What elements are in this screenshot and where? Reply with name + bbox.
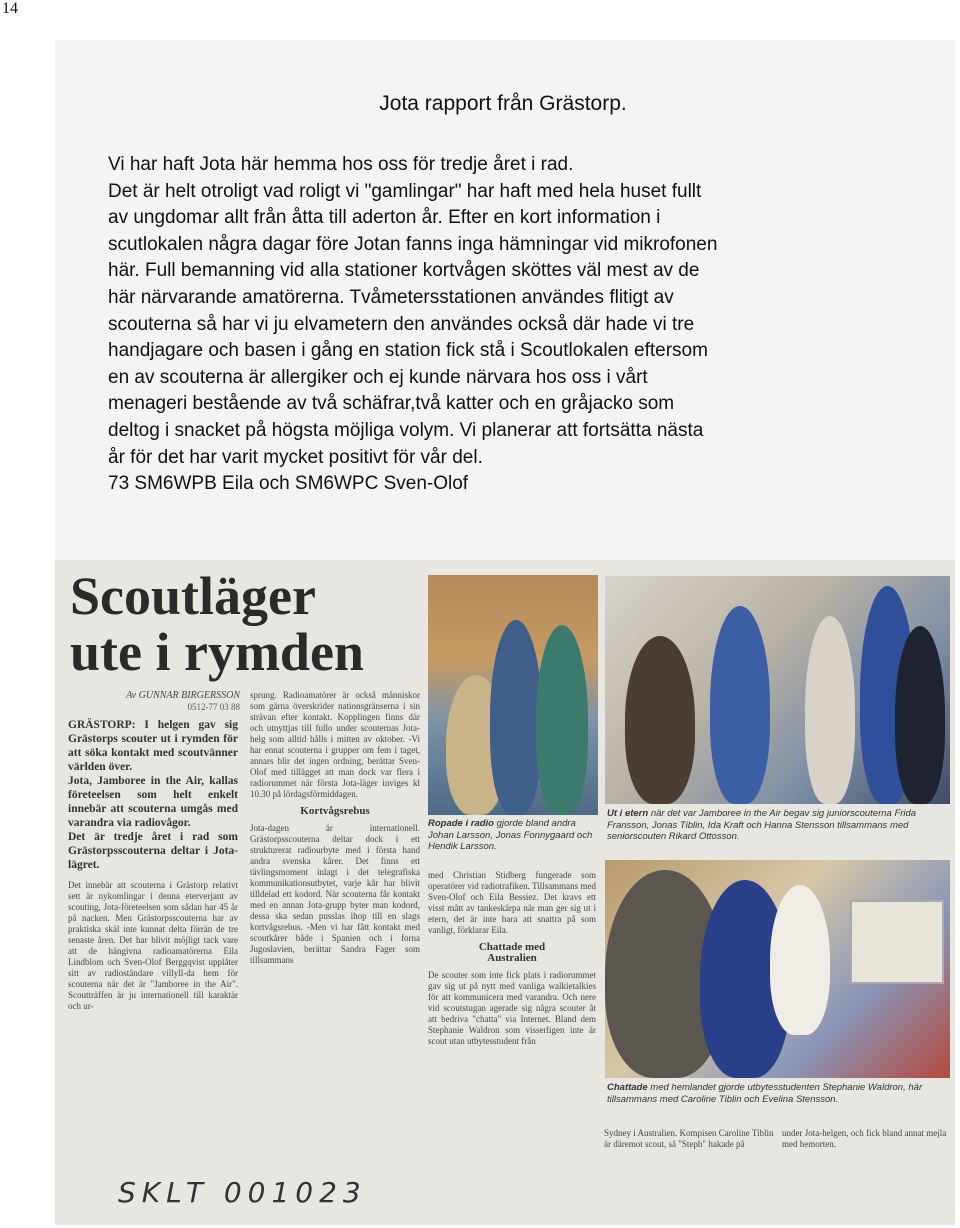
article-foot: under Jota-helgen, och fick bland annat mejla med hemorten.	[782, 1128, 947, 1149]
caption-lead: Ropade i radio	[428, 818, 494, 829]
photo-radio-boys	[428, 575, 598, 815]
report-line: här. Full bemanning vid alla stationer kortvågen sköttes väl mest av de	[108, 260, 700, 282]
person-figure	[625, 636, 695, 804]
report-line: menageri bestående av två schäfrar,två katter och en gråjacko som	[108, 393, 675, 415]
handwritten-note: SKLT 001023	[118, 1176, 367, 1209]
caption-text: gjorde bland andra Johan Larsson, Jonas Fonnygaard och Hendik Larsson.	[428, 818, 593, 852]
person-figure	[490, 620, 542, 815]
report-line: deltog i snacket på högsta möjliga volym. Vi planerar att fortsätta nästa	[108, 419, 704, 441]
report-signature: 73 SM6WPB Eila och SM6WPC Sven-Olof	[108, 473, 469, 495]
jota-report	[108, 92, 888, 498]
article-body: De scouter som inte fick plats i radiorummet gav sig ut på nytt med vanliga walkietalkies för att kommunicera med varandra. Och nere vid scoutstugan agerade sig några scouter åt att bedriva "chatta" via Internet. Bland dem Stephanie Waldron som visserligen inte är scout utan utbytesstudent från	[428, 970, 596, 1046]
computer-monitor	[850, 900, 944, 984]
person-figure	[710, 606, 770, 804]
photo-chatting	[605, 860, 950, 1078]
article-lede-2: Jota, Jamboree in the Air, kallas företeelsen som helt enkelt innebär att scouterna umgås med varandra via radiovågor.	[68, 775, 238, 829]
article-subhead	[428, 942, 596, 964]
report-line: handjagare och basen i gång en station fick stå i Scoutlokalen eftersom	[108, 340, 708, 362]
photo-caption	[607, 1082, 947, 1105]
article-column-2	[250, 690, 420, 966]
article-body: sprung. Radioamatörer är också människor som gärna överskrider nationsgränserna i sin strävan efter kontakt. Kopplingen finns där och utnyttjas till fullo under scouternas Jota-helg som alltid hålls i mitten av oktober. -Vi har ennat scouterna i grupper om fem i taget, annars blir det ingen ordning, berättar Sven-Olof med tillägget att man dock var flera i radiorummet när första Jota-läger inviges kl 10.30 på lördagsförmiddagen.	[250, 690, 420, 799]
caption-text: med hemlandet gjorde utbytesstudenten Stephanie Waldron, här tillsammans med Caroline Tiblin och Evelina Stensson.	[607, 1082, 923, 1105]
clipping-headline	[70, 568, 420, 680]
article-body: Jota-dagen är internationell. Grästorpsscouterna deltar dock i ett strukturerat radiourbyte med i första hand andra svenska kårer. Det finns ett tävlingsmoment inlagt i det telegrafiska kommunikationsutbytet, varje kår har blivit tilldelad ett kodord. När scouterna får kontakt med en annan Jota-grupp byter man kodord, dessa ska sedan pusslas ihop till en slags kortvågsrebus. -Men vi har fått kontakt med scoutkårer både i Spanien och i forna Jugoslavien, berättar Sandra Fager som tillsammans	[250, 823, 420, 965]
photo-caption	[607, 808, 947, 843]
person-figure	[805, 616, 855, 804]
caption-lead: Ut i etern	[607, 808, 649, 819]
headline-line-1: Scoutläger	[70, 566, 316, 626]
report-line: Det är helt otroligt vad roligt vi "gamlingar" har haft med hela huset fullt	[108, 180, 702, 202]
person-figure	[770, 885, 830, 1035]
person-figure	[536, 625, 588, 815]
byline: Av GUNNAR BIRGERSSON	[126, 690, 240, 701]
caption-lead: Chattade	[607, 1082, 648, 1093]
byline-phone: 0512-77 03 88	[187, 702, 240, 712]
headline-line-2: ute i rymden	[70, 622, 364, 682]
article-body: Det innebär att scouterna i Grästorp relativt sett är nykomlingar i denna eterverjant av scouting, Jota-företeelsen som sådan har 45 år på nacken. Men Grästorpsscouterna har av praktiska skäl inte kunnat delta förrän de tre senaste åren. Det har blivit möjligt tack vare att de hängivna radioamatörerna Eila Lindblom och Sven-Olof Berggqvist upplåter sitt av radioständare villyll-da hem för scouterna när det är "Jamboree in the Air". Scoutträffen är ju internationell till karaktär och ur-	[68, 880, 238, 1011]
article-lede: GRÄSTORP: I helgen gav sig Grästorps scouter ut i rymden för att söka kontakt med scoutvänner världen över.	[68, 719, 238, 773]
report-line: scouterna så har vi ju elvametern den användes också där hade vi tre	[108, 313, 695, 335]
article-column-3	[428, 870, 596, 1047]
person-figure	[895, 626, 945, 804]
page-number: 14	[2, 0, 18, 17]
photo-juniors-in-ether	[605, 576, 950, 804]
report-line: år för det har varit mycket positivt för vår del.	[108, 446, 483, 468]
photo-caption	[428, 818, 598, 853]
report-line: scutlokalen några dagar före Jotan fanns inga hämningar vid mikrofonen	[108, 233, 718, 255]
article-column-1	[68, 718, 238, 1012]
caption-text: när det var Jamboree in the Air begav sig juniorscouterna Frida Fransson, Jonas Tiblin, Ida Kraft och Hanna Stensson tillsammans med seniorscouten Rikard Ottosson.	[607, 808, 917, 842]
report-line: en av scouterna är allergiker och ej kunde närvara hos oss i vårt	[108, 366, 648, 388]
article-foot: Sydney i Australien. Kompisen Caroline Tiblin är däremot scout, så "Steph" hakade på	[604, 1128, 774, 1149]
subhead-line-2: Australien	[487, 952, 537, 964]
article-lede-3: Det är tredje året i rad som Grästorpsscouterna deltar i Jota-lägret.	[68, 831, 238, 871]
article-subhead: Kortvågsrebus	[300, 805, 370, 817]
report-title: Jota rapport från Grästorp.	[379, 92, 627, 115]
subhead-line-1: Chattade med	[478, 941, 546, 953]
report-line: av ungdomar allt från åtta till aderton år. Efter en kort information i	[108, 207, 661, 229]
report-line: Vi har haft Jota här hemma hos oss för tredje året i rad.	[108, 154, 574, 175]
article-body: med Christian Stidberg fungerade som operatörer vid radiotrafiken. Tillsammans med Sven-Olof och Eila Bessiez. Det kravs ett visst mått av tankeskärpa när man ger sig ut i etern, det är inte bara att snattra på som vanligt, förklarar Eila.	[428, 870, 596, 935]
report-line: här närvarande amatörerna. Tvåmetersstationen användes flitigt av	[108, 286, 674, 308]
